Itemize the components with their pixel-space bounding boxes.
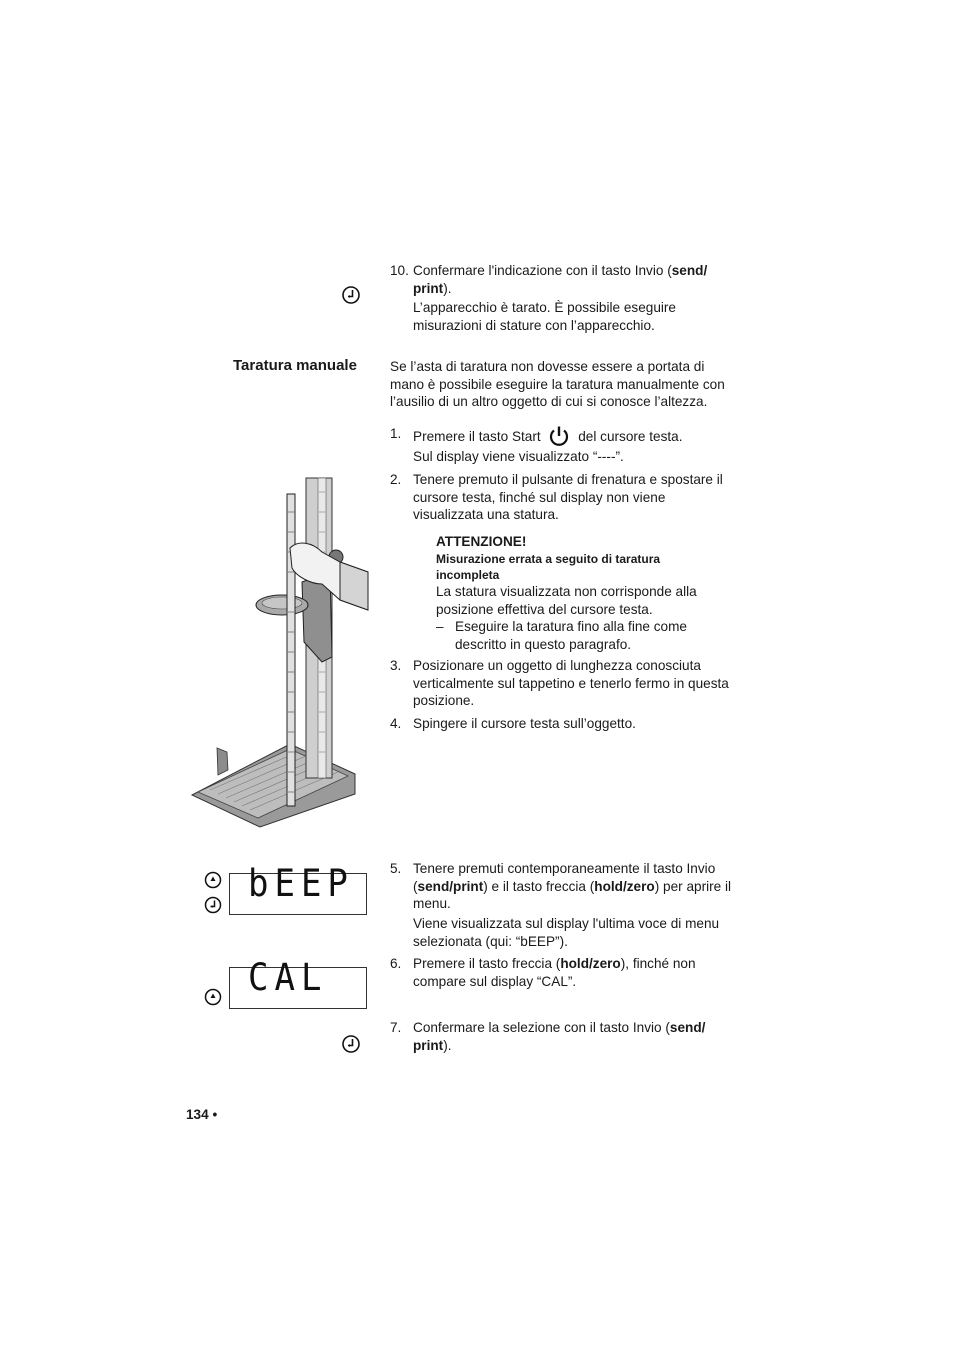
step-number: 3. <box>390 658 402 673</box>
warning-subtitle: Misurazione errata a seguito di taratura incompleta <box>436 552 661 582</box>
stadiometer-illustration <box>190 472 370 837</box>
lcd-display <box>229 955 367 1009</box>
hold-zero-key-icon <box>204 871 222 894</box>
step-3-text: Posizionare un oggetto di lunghezza conosciuta verticalmente sul tappetino e tenerlo fermo in questa posizione. <box>413 658 729 708</box>
step-4-text: Spingere il cursore testa sull’oggetto. <box>413 716 636 731</box>
hold-zero-key-icon <box>204 988 222 1011</box>
step-number: 6. <box>390 956 402 971</box>
section-intro: Se l’asta di taratura non dovesse essere a portata di mano è possibile eseguire la taratura manualmente con l’ausilio di un altro oggetto di cui si conosce l’altezza. <box>390 359 725 409</box>
section-heading: Taratura manuale <box>233 357 357 374</box>
step-6-text: Premere il tasto freccia (hold/zero), finché non compare sul display “CAL”. <box>413 956 696 989</box>
step-number: 7. <box>390 1020 402 1035</box>
send-print-key-icon <box>204 896 222 919</box>
step-2-text: Tenere premuto il pulsante di frenatura e spostare il cursore testa, finché sul display non viene visualizzata una statura. <box>413 472 723 522</box>
step-5-text: Tenere premuti contemporaneamente il tasto Invio (send/print) e il tasto freccia (hold/zero) per aprire il menu. <box>413 861 732 911</box>
lcd-display <box>229 861 367 915</box>
step-10-text: Confermare l'indicazione con il tasto Invio (send/ print). <box>413 263 708 296</box>
send-print-key-icon <box>341 285 361 310</box>
step-7-text: Confermare la selezione con il tasto Invio (send/ print). <box>413 1020 706 1053</box>
send-print-key-icon <box>341 1034 361 1059</box>
page-number: 134 • <box>186 1107 218 1122</box>
step-1-text: Premere il tasto Start del cursore testa. <box>413 425 733 452</box>
lcd-text: CAL <box>248 955 328 1000</box>
step-number: 4. <box>390 716 402 731</box>
warning-title: ATTENZIONE! <box>436 534 527 549</box>
step-10-result: L’apparecchio è tarato. È possibile eseguire misurazioni di stature con l’apparecchio. <box>413 300 676 333</box>
step-number: 2. <box>390 472 402 487</box>
warning-body: La statura visualizzata non corrisponde alla posizione effettiva del cursore testa. <box>436 584 697 617</box>
step-5-result: Viene visualizzata sul display l'ultima voce di menu selezionata (qui: “bEEP”). <box>413 916 720 949</box>
step-1-result: Sul display viene visualizzato “----”. <box>413 449 624 464</box>
step-number: 1. <box>390 426 402 441</box>
warning-action: Eseguire la taratura fino alla fine come descritto in questo paragrafo. <box>455 619 687 652</box>
step-number: 10. <box>390 263 409 278</box>
lcd-text: bEEP <box>248 861 354 906</box>
step-number: 5. <box>390 861 402 876</box>
warning-dash: – <box>436 619 444 634</box>
